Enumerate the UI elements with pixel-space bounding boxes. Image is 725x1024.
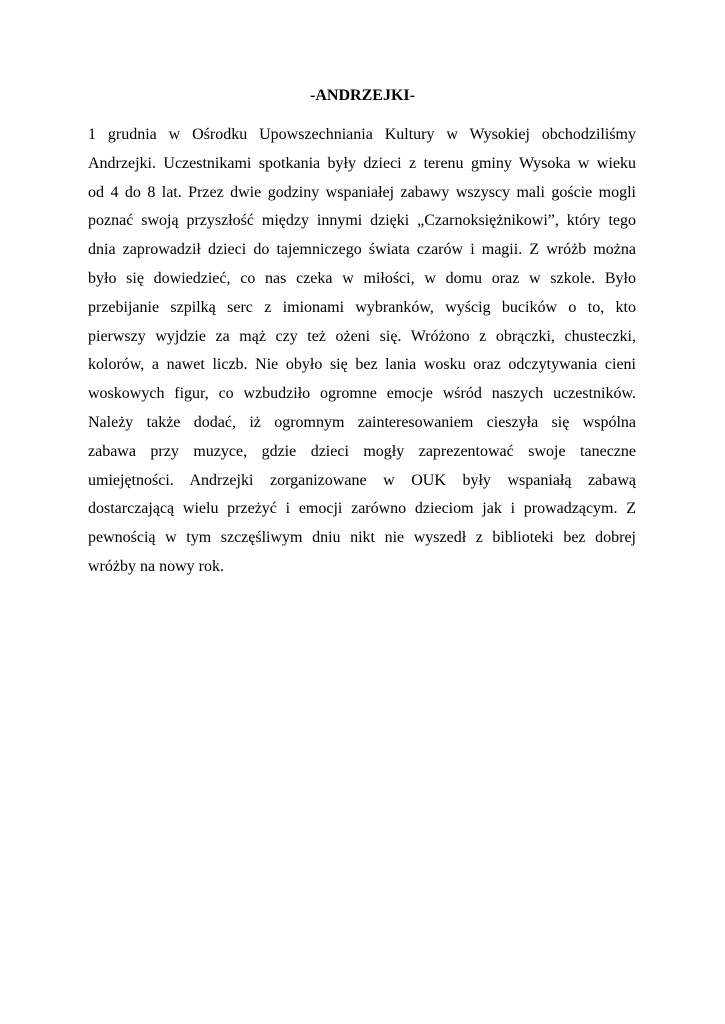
body-line: od 4 do 8 lat. Przez dwie godziny wspaniałej zabawy wszyscy mali goście mogli	[88, 183, 636, 201]
body-line: woskowych figur, co wzbudziło ogromne emocje wśród naszych uczestników.	[88, 385, 636, 403]
document-body	[88, 121, 636, 582]
body-line: było się dowiedzieć, co nas czeka w miłości, w domu oraz w szkole. Było	[88, 269, 636, 287]
body-line: dostarczającą wielu przeżyć i emocji zarówno dzieciom jak i prowadzącym. Z	[88, 500, 636, 518]
body-line: przebijanie szpilką serc z imionami wybranków, wyścig bucików o to, kto	[88, 298, 636, 316]
document-title: -ANDRZEJKI-	[310, 87, 415, 104]
body-line: dnia zaprowadził dzieci do tajemniczego świata czarów i magii. Z wróżb można	[88, 241, 636, 259]
body-line: wróżby na nowy rok.	[88, 557, 224, 575]
body-line: poznać swoją przyszłość między innymi dzięki „Czarnoksiężnikowi”, który tego	[88, 212, 636, 230]
body-line: pierwszy wyjdzie za mąż czy też ożeni się. Wróżono z obrączki, chusteczki,	[88, 327, 636, 345]
body-line: kolorów, a nawet liczb. Nie obyło się bez lania wosku oraz odczytywania cieni	[88, 356, 636, 374]
body-line: pewnością w tym szczęśliwym dniu nikt nie wyszedł z biblioteki bez dobrej	[88, 529, 636, 547]
body-line: umiejętności. Andrzejki zorganizowane w OUK były wspaniałą zabawą	[88, 471, 636, 489]
body-line: Andrzejki. Uczestnikami spotkania były dzieci z terenu gminy Wysoka w wieku	[88, 154, 636, 172]
body-line: zabawa przy muzyce, gdzie dzieci mogły zaprezentować swoje taneczne	[88, 442, 636, 460]
body-line: 1 grudnia w Ośrodku Upowszechniania Kultury w Wysokiej obchodziliśmy	[88, 126, 636, 143]
body-line: Należy także dodać, iż ogromnym zainteresowaniem cieszyła się wspólna	[88, 413, 636, 431]
